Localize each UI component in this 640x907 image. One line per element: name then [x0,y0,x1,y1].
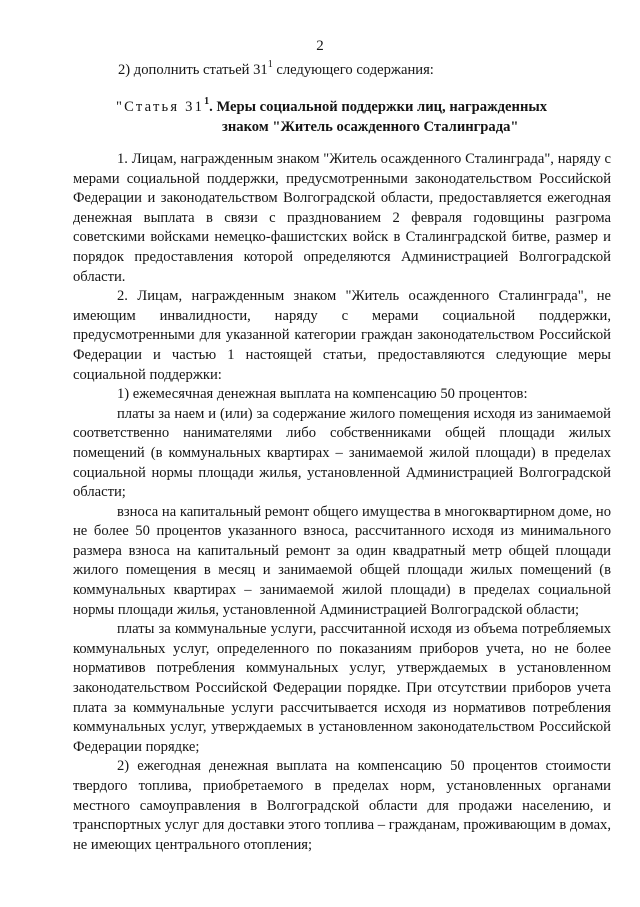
paragraph-2: 2. Лицам, награжденным знаком "Житель осажденного Сталинграда", не имеющим инвалидности, наряду с мерами социальной поддержки, предусмотренными для указанной категории граждан законодательством Российской Федерации и частью 1 настоящей статьи, предоставляются следующие меры социальной поддержки: [73,288,611,383]
page-number: 2 [316,38,324,54]
sub-item-capital-repair: взноса на капитальный ремонт общего имущества в многоквартирном доме, но не более 50 процентов указанного взноса, рассчитанного исходя из минимального размера взноса на капитальный ремонт за один квадратный метр общей площади жилого помещения в месяц и занимаемой общей площади жилых помещений (в коммунальных квартирах – занимаемой жилой площади) в пределах социальной нормы площади жилья, установленной Администрацией Волгоградской области; [73,503,611,618]
article-number-label: "Статья 31 [116,99,205,115]
amendment-intro [118,61,434,81]
paragraph-1: 1. Лицам, награжденным знаком "Житель осажденного Сталинграда", наряду с мерами социальной поддержки, предусмотренными законодательством Российской Федерации и законодательством Волгоградской области, предоставляется ежегодная денежная выплата в связи с празднованием 2 февраля годовщины разгрома советскими войсками немецко-фашистских войск в Сталинградской битве, размер и порядок предоставления которой определяются Администрацией Волгоградской области. [73,151,611,285]
sub-item-utilities: платы за коммунальные услуги, рассчитанной исходя из объема потребляемых коммунальных услуг, определенного по показаниям приборов учета, но не более нормативов потребления коммунальных услуг, утверждаемых в установленном законодательством Российской Федерации порядке. При отсутствии приборов учета плата за коммунальные услуги рассчитывается исходя из нормативов потребления коммунальных услуг, утверждаемых в установленном законодательством Российской Федерации порядке; [73,621,611,755]
article-heading [116,98,596,137]
amendment-intro-text: 2) дополнить статьей 31 [118,62,268,78]
list-item-1: 1) ежемесячная денежная выплата на компенсацию 50 процентов: [117,386,528,403]
article-number-superscript: 1 [204,96,210,108]
sub-item-rent: платы за наем и (или) за содержание жилого помещения исходя из занимаемой соответственно нанимателями либо собственниками общей площади жилых помещений (в коммунальных квартирах – занимаемой жилой площади) в пределах социальной нормы площади жилья, установленной Администрацией Волгоградской области; [73,405,611,501]
article-heading-line-1 [116,98,596,118]
list-item-2: 2) ежегодная денежная выплата на компенсацию 50 процентов стоимости твердого топлива, приобретаемого в пределах норм, установленных органами местного самоуправления в Волгоградской области для продажи населению, и транспортных услуг для доставки этого топлива – гражданам, проживающим в домах, не имеющих центрального отопления; [73,758,611,853]
article-title-part-1: . Меры социальной поддержки лиц, награжденных [209,99,548,115]
amendment-intro-tail: следующего содержания: [272,62,434,78]
article-heading-line-2: знаком "Житель осажденного Сталинграда" [222,118,519,135]
article-body [73,150,611,855]
amendment-intro-superscript: 1 [267,59,273,71]
